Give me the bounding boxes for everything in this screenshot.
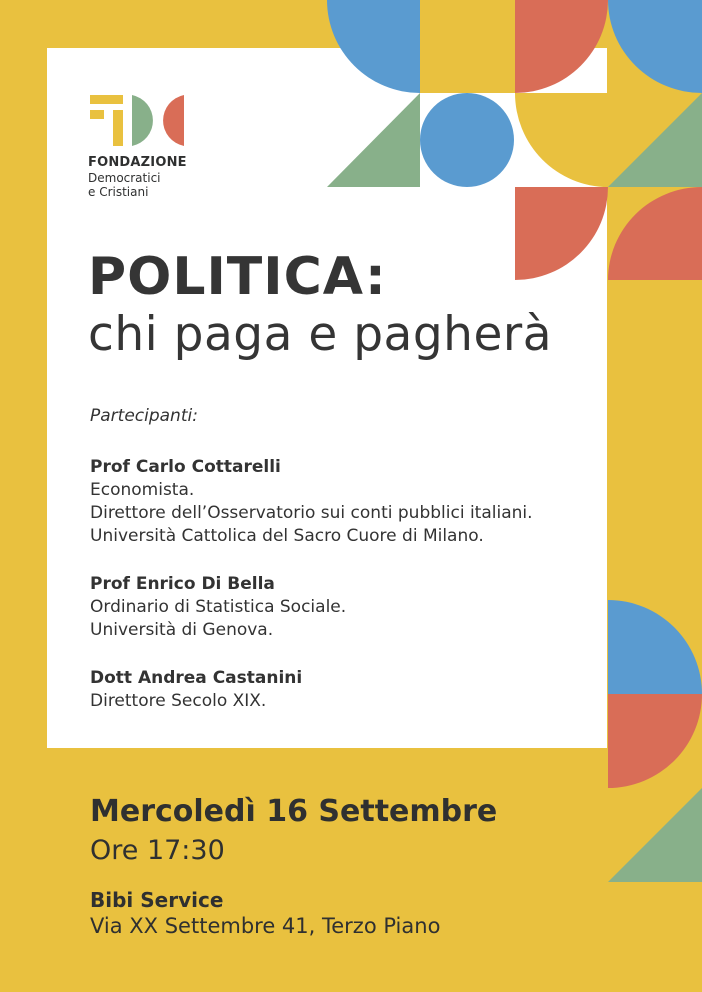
speaker-block: [90, 573, 346, 642]
triangle-green-3: [608, 788, 702, 882]
quarter-circle-red-3: [608, 187, 702, 280]
quarter-circle-red-1: [515, 0, 608, 93]
poster-title: POLITICA:: [88, 247, 387, 307]
speaker-name: Prof Enrico Di Bella: [90, 574, 275, 594]
triangle-green-2: [608, 93, 702, 187]
event-date: Mercoledì 16 Settembre: [90, 794, 498, 829]
logo-title: FONDAZIONE: [88, 155, 187, 170]
speaker-name: Prof Carlo Cottarelli: [90, 457, 281, 477]
venue-address: Via XX Settembre 41, Terzo Piano: [90, 914, 441, 938]
speaker-role: Ordinario di Statistica Sociale.: [90, 597, 347, 617]
quarter-circle-blue-1: [327, 0, 420, 93]
poster-subtitle: chi paga e pagherà: [88, 307, 552, 362]
quarter-circle-blue-3: [608, 600, 702, 694]
speaker-role: Università di Genova.: [90, 620, 274, 640]
logo-subtitle-line1: Democratici: [88, 171, 161, 185]
circle-blue: [420, 93, 514, 187]
event-time: Ore 17:30: [90, 835, 225, 866]
quarter-circle-yellow: [515, 93, 608, 187]
speaker-block: [90, 456, 533, 548]
speaker-role: Economista.: [90, 480, 195, 500]
square-yellow-1: [420, 0, 515, 93]
triangle-green-1: [327, 93, 420, 187]
speaker-role: Direttore Secolo XIX.: [90, 691, 267, 711]
quarter-circle-blue-2: [608, 0, 702, 93]
speaker-role: Università Cattolica del Sacro Cuore di Milano.: [90, 526, 484, 546]
speaker-role: Direttore dell’Osservatorio sui conti pubblici italiani.: [90, 503, 533, 523]
participants-label: Partecipanti:: [90, 406, 198, 426]
venue-name: Bibi Service: [90, 888, 224, 912]
quarter-circle-red-4: [608, 694, 702, 788]
speaker-name: Dott Andrea Castanini: [90, 668, 303, 688]
fdc-logo-icon: [90, 95, 184, 146]
speaker-block: [90, 667, 302, 713]
quarter-circle-red-2: [515, 187, 608, 280]
logo-subtitle-line2: e Cristiani: [88, 185, 149, 199]
